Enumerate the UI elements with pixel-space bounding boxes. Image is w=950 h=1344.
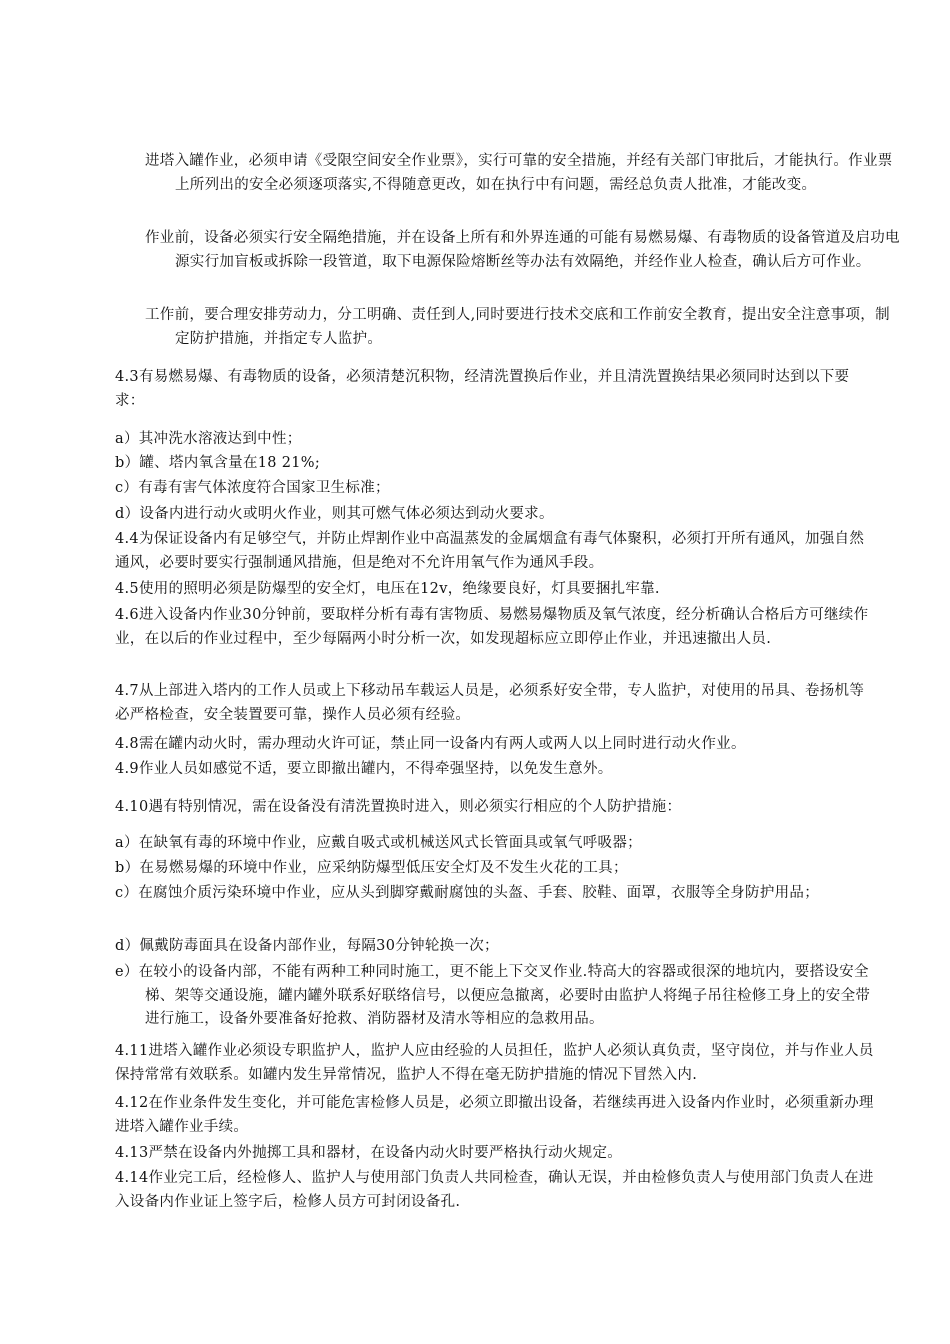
clause-4-12: 4.12在作业条件发生变化，并可能危害检修人员是，必须立即撤出设备，若继续再进入设备内作业时，必须重新办理进塔入罐作业手续。 xyxy=(115,1095,874,1135)
clause-4-7: 4.7从上部进入塔内的工作人员或上下移动吊车载运人员是，必须系好安全带，专人监护，对使用的吊具、卷扬机等必严格检查，安全装置要可靠，操作人员必须有经验。 xyxy=(115,683,865,723)
list-item: e）在较小的设备内部，不能有两种工种同时施工，更不能上下交叉作业.特高大的容器或很深的地坑内，要搭设安全梯、架等交通设施，罐内罐外联系好联络信号，以便应急撤离，必要时由监护人将绳子吊往检修工身上的安全带进行施工，设备外要准备好抢救、消防器材及清水等相应的急救用品。 xyxy=(115,964,871,1027)
clause-4-5: 4.5使用的照明必须是防爆型的安全灯，电压在12v，绝缘要良好，灯具要捆扎牢靠. xyxy=(115,581,660,597)
list-item: b）罐、塔内氧含量在18 21%; xyxy=(115,455,321,471)
paragraph-labor: 工作前，要合理安排劳动力，分工明确、责任到人,同时要进行技术交底和工作前安全教育，提出安全注意事项，制定防护措施，并指定专人监护。 xyxy=(145,307,890,347)
clause-4-6: 4.6进入设备内作业30分钟前，要取样分析有毒有害物质、易燃易爆物质及氧气浓度，经分析确认合格后方可继续作业，在以后的作业过程中，至少每隔两小时分析一次，如发现超标应立即停止作业，并迅速撤出人员. xyxy=(115,607,869,647)
clause-4-11: 4.11进塔入罐作业必须设专职监护人，监护人应由经验的人员担任，监护人必须认真负责，坚守岗位，并与作业人员保持常常有效联系。如罐内发生异常情况，监护人不得在毫无防护措施的情况下冒然入内. xyxy=(115,1043,874,1083)
list-item: b）在易燃易爆的环境中作业，应采纳防爆型低压安全灯及不发生火花的工具； xyxy=(115,860,628,876)
clause-4-3: 4.3有易燃易爆、有毒物质的设备，必须清楚沉积物，经清洗置换后作业，并且清洗置换结果必须同时达到以下要求： xyxy=(115,369,850,409)
list-item: a）其冲洗水溶液达到中性； xyxy=(115,431,302,447)
paragraph-permit: 进塔入罐作业，必须申请《受限空间安全作业票》，实行可靠的安全措施，并经有关部门审批后，才能执行。作业票上所列出的安全必须逐项落实,不得随意更改，如在执行中有问题，需经总负责人批准，才能改变。 xyxy=(145,153,893,193)
list-item: c）在腐蚀介质污染环境中作业，应从头到脚穿戴耐腐蚀的头盔、手套、胶鞋、面罩，衣服等全身防护用品； xyxy=(115,885,820,901)
list-item: d）佩戴防毒面具在设备内部作业，每隔30分钟轮换一次； xyxy=(115,938,499,954)
paragraph-isolation: 作业前，设备必须实行安全隔绝措施，并在设备上所有和外界连通的可能有易燃易爆、有毒物质的设备管道及启功电源实行加盲板或拆除一段管道，取下电源保险熔断丝等办法有效隔绝，并经作业人检查，确认后方可作业。 xyxy=(145,230,900,270)
list-item: d）设备内进行动火或明火作业，则其可燃气体必须达到动火要求。 xyxy=(115,506,554,522)
clause-4-10: 4.10遇有特别情况，需在设备没有清洗置换时进入，则必须实行相应的个人防护措施： xyxy=(115,799,682,815)
clause-4-13: 4.13严禁在设备内外抛掷工具和器材，在设备内动火时要严格执行动火规定。 xyxy=(115,1145,623,1161)
clause-4-8: 4.8需在罐内动火时，需办理动火许可证，禁止同一设备内有两人或两人以上同时进行动火作业。 xyxy=(115,736,746,752)
clause-4-4: 4.4为保证设备内有足够空气，并防止焊割作业中高温蒸发的金属烟盒有毒气体聚积，必须打开所有通风，加强自然通风，必要时要实行强制通风措施，但是绝对不允许用氧气作为通风手段。 xyxy=(115,531,865,571)
clause-4-9: 4.9作业人员如感觉不适，要立即撤出罐内，不得牵强坚持，以免发生意外。 xyxy=(115,761,613,777)
list-item: c）有毒有害气体浓度符合国家卫生标准； xyxy=(115,480,390,496)
clause-4-14: 4.14作业完工后，经检修人、监护人与使用部门负责人共同检查，确认无误，并由检修负责人与使用部门负责人在进入设备内作业证上签字后，检修人员方可封闭设备孔. xyxy=(115,1170,874,1210)
list-item: a）在缺氧有毒的环境中作业，应戴自吸式或机械送风式长管面具或氧气呼吸器； xyxy=(115,835,642,851)
